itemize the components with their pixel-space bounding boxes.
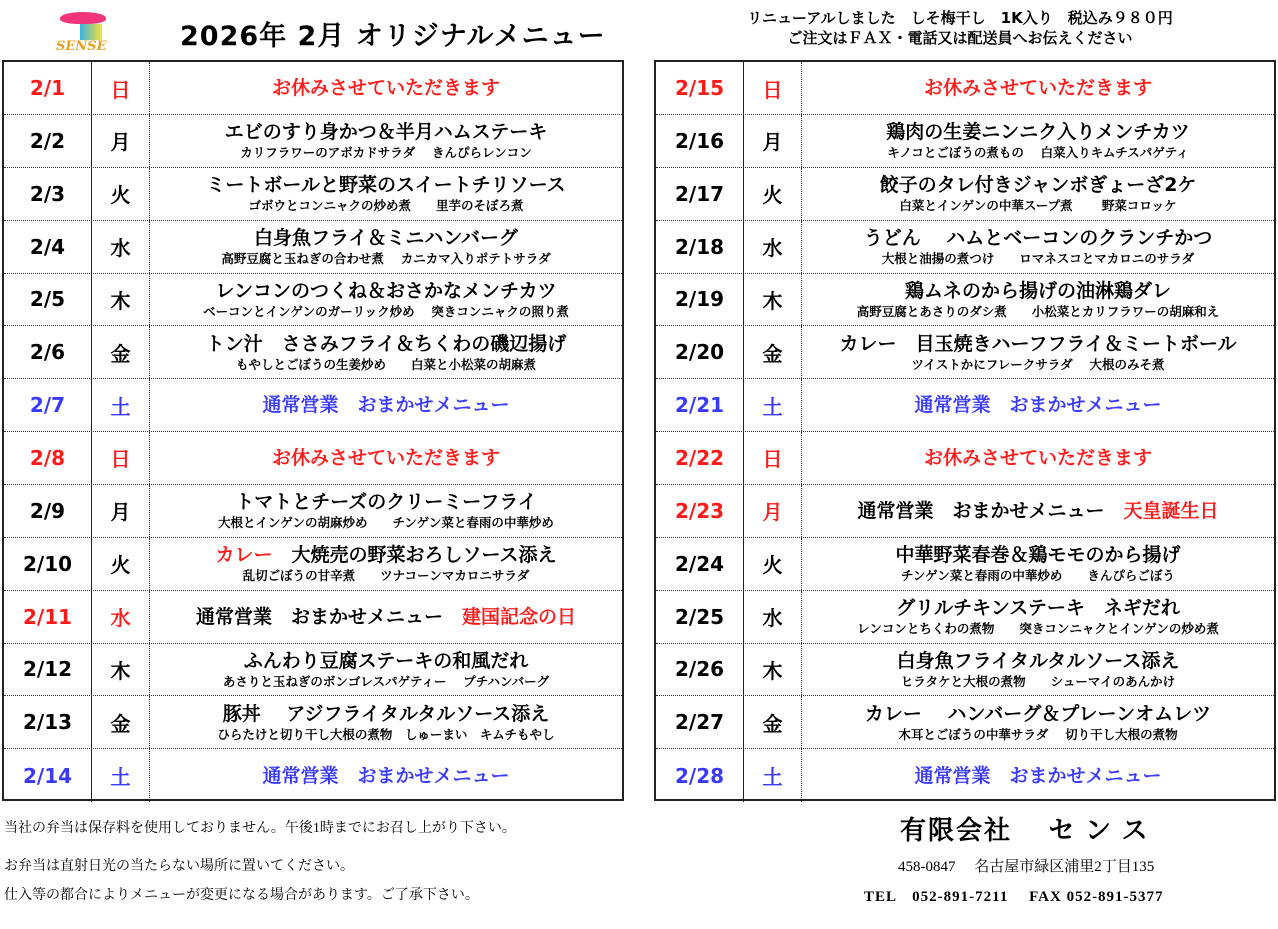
date-cell: 2/15 (656, 62, 744, 114)
menu-row (4, 538, 622, 591)
date-cell: 2/7 (4, 379, 92, 431)
weekday-cell: 木 (92, 273, 150, 325)
date-cell: 2/26 (656, 643, 744, 695)
main-dish (223, 702, 550, 726)
notice-line-1: リニューアルしました しそ梅干し 1K入り 税込み９８０円 (747, 9, 1173, 27)
date-cell: 2/4 (4, 221, 92, 273)
date-cell: 2/16 (656, 115, 744, 167)
main-dish-segment: 白身魚フライ＆ミニハンバーグ (253, 227, 519, 250)
date-cell: 2/23 (656, 485, 744, 537)
weekday-cell: 金 (744, 696, 802, 748)
main-dish-segment: レンコンのつくね＆おさかなメンチカツ (215, 279, 557, 302)
menu-cell (802, 326, 1274, 378)
menu-row (656, 273, 1274, 326)
date-cell: 2/27 (656, 696, 744, 748)
date-cell: 2/25 (656, 591, 744, 643)
main-dish (895, 543, 1180, 567)
menu-cell (150, 591, 622, 643)
main-dish-segment: 通常営業 おまかせメニュー (262, 764, 510, 787)
date-cell: 2/17 (656, 168, 744, 220)
menu-cell (802, 485, 1274, 537)
side-dishes: カリフラワーのアボカドサラダ きんぴらレンコン (240, 145, 532, 161)
menu-row (656, 591, 1274, 644)
main-dish (897, 649, 1180, 673)
main-dish-segment: 通常営業 おまかせメニュー (195, 605, 462, 628)
main-dish (262, 764, 509, 788)
main-dish-segment: グリルチキンステーキ ネギだれ (896, 597, 1180, 619)
weekday-cell: 火 (744, 538, 802, 590)
notice-line-2: ご注文はＦＡＸ・電話又は配送員へお伝えください (787, 29, 1133, 47)
main-dish-segment: 通常営業 おまかせメニュー (914, 394, 1162, 417)
menu-cell (802, 273, 1274, 325)
date-cell: 2/12 (4, 643, 92, 695)
main-dish-segment: 白身魚フライタルタルソース添え (896, 649, 1180, 672)
main-dish (254, 226, 518, 250)
weekday-cell: 水 (744, 591, 802, 643)
weekday-cell: 木 (92, 643, 150, 695)
weekday-cell: 火 (744, 168, 802, 220)
menu-row (656, 538, 1274, 591)
menu-cell (802, 696, 1274, 748)
weekday-cell: 月 (92, 115, 150, 167)
menu-row (656, 379, 1274, 432)
menu-row (4, 749, 622, 802)
menu-cell (802, 538, 1274, 590)
side-dishes: 大根と油揚の煮つけ ロマネスコとマカロニのサラダ (881, 251, 1195, 267)
menu-cell (150, 432, 622, 484)
main-dish (215, 543, 556, 567)
weekday-cell: 月 (92, 485, 150, 537)
main-dish (272, 76, 500, 100)
date-cell: 2/20 (656, 326, 744, 378)
menu-row (4, 62, 622, 115)
weekday-cell: 日 (744, 62, 802, 114)
menu-row (4, 379, 622, 432)
date-cell: 2/10 (4, 538, 92, 590)
main-dish (880, 173, 1197, 197)
main-dish (206, 332, 566, 356)
side-dishes: 高野豆腐とあさりのダシ煮 小松菜とカリフラワーの胡麻和え (856, 303, 1220, 319)
weekday-cell: 日 (92, 62, 150, 114)
side-dishes: あさりと玉ねぎのボンゴレスパゲティー プチハンバーグ (222, 673, 550, 689)
menu-cell (802, 591, 1274, 643)
menu-row (656, 696, 1274, 749)
main-dish-segment: 餃子のタレ付きジャンボぎょーざ2ケ (879, 174, 1197, 197)
menu-cell (150, 538, 622, 590)
side-dishes: ひらたけと切り干し大根の煮物 しゅーまい キムチもやし (217, 726, 555, 742)
menu-table-second-half (654, 60, 1276, 801)
menu-cell (150, 273, 622, 325)
menu-cell (802, 221, 1274, 273)
main-dish (896, 596, 1180, 620)
main-dish (206, 173, 565, 197)
menu-cell (150, 62, 622, 114)
menu-row (4, 432, 622, 485)
menu-row (4, 696, 622, 749)
main-dish-segment: 大焼売の野菜おろしソース添え (291, 544, 557, 567)
menu-cell (150, 221, 622, 273)
date-cell: 2/22 (656, 432, 744, 484)
main-dish-segment: お休みさせていただきます (923, 446, 1152, 469)
main-dish-segment: お休みさせていただきます (271, 77, 500, 99)
date-cell: 2/18 (656, 221, 744, 273)
menu-row (656, 168, 1274, 221)
side-dishes: 大根とインゲンの胡麻炒め チンゲン菜と春雨の中華炒め (218, 515, 554, 531)
weekday-cell: 火 (92, 168, 150, 220)
weekday-cell: 日 (744, 432, 802, 484)
weekday-cell: 月 (744, 115, 802, 167)
footer-note-1: 当社の弁当は保存料を使用しておりません。午後1時までにお召し上がり下さい。 (4, 821, 516, 836)
menu-cell (150, 326, 622, 378)
main-dish-segment: お休みさせていただきます (923, 77, 1152, 99)
date-cell: 2/13 (4, 696, 92, 748)
weekday-cell: 土 (92, 749, 150, 802)
menu-cell (150, 485, 622, 537)
main-dish-segment: 鶏ムネのから揚げの油淋鶏ダレ (904, 279, 1171, 302)
weekday-cell: 土 (744, 379, 802, 431)
weekday-cell: 火 (92, 538, 150, 590)
side-dishes: チンゲン菜と春雨の中華炒め きんぴらごぼう (901, 568, 1175, 584)
side-dishes: ベーコンとインゲンのガーリック炒め 突きコンニャクの照り煮 (203, 303, 569, 319)
menu-cell (150, 749, 622, 802)
main-dish (886, 120, 1190, 144)
main-dish (924, 76, 1152, 100)
side-dishes: キノコとごぼうの煮もの 白菜入りキムチスパゲティ (887, 145, 1189, 161)
weekday-cell: 月 (744, 485, 802, 537)
weekday-cell: 土 (92, 379, 150, 431)
company-phone-fax: TEL 052-891-7211 FAX 052-891-5377 (864, 889, 1164, 905)
date-cell: 2/19 (656, 273, 744, 325)
weekday-cell: 金 (92, 326, 150, 378)
date-cell: 2/1 (4, 62, 92, 114)
date-cell: 2/21 (656, 379, 744, 431)
main-dish-segment: ふんわり豆腐ステーキの和風だれ (243, 649, 529, 672)
main-dish-segment: 豚丼 アジフライタルタルソース添え (222, 702, 550, 725)
menu-row (4, 168, 622, 221)
menu-cell (150, 379, 622, 431)
main-dish (864, 226, 1213, 250)
main-dish-segment: 通常営業 おまかせメニュー (857, 499, 1124, 522)
menu-row (4, 643, 622, 696)
company-name: 有限会社 セ ン ス (900, 816, 1150, 845)
page-title: 2026年 2月 オリジナルメニュー (180, 21, 606, 52)
main-dish-segment: ミートボールと野菜のスイートチリソース (206, 174, 566, 197)
date-cell: 2/24 (656, 538, 744, 590)
date-cell: 2/5 (4, 273, 92, 325)
main-dish-segment: うどん ハムとベーコンのクランチかつ (863, 227, 1213, 250)
menu-cell (150, 696, 622, 748)
weekday-cell: 日 (92, 432, 150, 484)
menu-cell (150, 643, 622, 695)
menu-row (656, 62, 1274, 115)
weekday-cell: 木 (744, 273, 802, 325)
side-dishes: もやしとごぼうの生姜炒め 白菜と小松菜の胡麻煮 (235, 356, 536, 372)
side-dishes: 木耳とごぼうの中華サラダ 切り干し大根の煮物 (898, 726, 1178, 742)
main-dish (839, 332, 1236, 356)
weekday-cell: 木 (744, 643, 802, 695)
date-cell: 2/6 (4, 326, 92, 378)
main-dish (215, 279, 556, 303)
main-dish (196, 605, 576, 629)
main-dish (857, 499, 1218, 523)
side-dishes: レンコンとちくわの煮物 突きコンニャクとインゲンの炒め煮 (857, 621, 1219, 636)
side-dishes: ツイストかにフレークサラダ 大根のみそ煮 (911, 356, 1165, 372)
side-dishes: 高野豆腐と玉ねぎの合わせ煮 カニカマ入りポテトサラダ (221, 251, 551, 267)
main-dish-segment: お休みさせていただきます (271, 446, 500, 469)
menu-row (656, 221, 1274, 274)
main-dish-segment: カレー 目玉焼きハーフフライ＆ミートボール (839, 332, 1237, 355)
main-dish (914, 764, 1161, 788)
main-dish (262, 393, 509, 417)
side-dishes: 乱切ごぼうの甘辛煮 ツナコーンマカロニサラダ (242, 568, 530, 584)
menu-row (4, 221, 622, 274)
weekday-cell: 土 (744, 749, 802, 802)
main-dish-segment: 中華野菜春巻＆鶏モモのから揚げ (895, 544, 1181, 567)
menu-row (4, 273, 622, 326)
date-cell: 2/28 (656, 749, 744, 802)
notice (660, 8, 1260, 48)
menu-row (4, 591, 622, 644)
weekday-cell: 金 (744, 326, 802, 378)
main-dish-segment: 天皇誕生日 (1123, 499, 1219, 522)
menu-row (656, 115, 1274, 168)
menu-row (656, 326, 1274, 379)
date-cell: 2/14 (4, 749, 92, 802)
main-dish-segment: トン汁 ささみフライ＆ちくわの磯辺揚げ (205, 332, 567, 355)
main-dish-segment: カレー ハンバーグ＆プレーンオムレツ (864, 702, 1212, 725)
main-dish-segment: 建国記念の日 (462, 605, 577, 628)
menu-row (656, 749, 1274, 802)
sense-logo (52, 8, 122, 54)
menu-row (4, 326, 622, 379)
side-dishes: 白菜とインゲンの中華スープ煮 野菜コロッケ (899, 198, 1177, 214)
logo-text: SENSE (56, 39, 107, 54)
menu-cell (802, 432, 1274, 484)
menu-row (656, 432, 1274, 485)
main-dish (865, 702, 1211, 726)
main-dish (244, 649, 529, 673)
menu-cell (802, 115, 1274, 167)
menu-cell (802, 379, 1274, 431)
menu-row (4, 485, 622, 538)
side-dishes: ゴボウとコンニャクの炒め煮 里芋のそぼろ煮 (248, 198, 524, 214)
menu-cell (802, 749, 1274, 802)
main-dish (924, 446, 1152, 470)
main-dish (225, 120, 548, 144)
main-dish-segment: トマトとチーズのクリーミーフライ (235, 491, 537, 514)
weekday-cell: 水 (744, 221, 802, 273)
menu-row (4, 115, 622, 168)
menu-cell (802, 643, 1274, 695)
main-dish-segment: 通常営業 おまかせメニュー (914, 764, 1162, 787)
date-cell: 2/2 (4, 115, 92, 167)
menu-cell (802, 168, 1274, 220)
menu-cell (150, 115, 622, 167)
main-dish-segment: カレー (215, 544, 292, 567)
weekday-cell: 水 (92, 591, 150, 643)
menu-cell (802, 62, 1274, 114)
menu-row (656, 485, 1274, 538)
date-cell: 2/3 (4, 168, 92, 220)
company-address: 458-0847 名古屋市緑区浦里2丁目135 (898, 859, 1155, 875)
main-dish (272, 446, 500, 470)
weekday-cell: 水 (92, 221, 150, 273)
weekday-cell: 金 (92, 696, 150, 748)
main-dish (914, 393, 1161, 417)
menu-table-first-half (2, 60, 624, 801)
main-dish (235, 490, 537, 514)
menu-cell (150, 168, 622, 220)
footer-note-2: お弁当は直射日光の当たらない場所に置いてください。 (4, 859, 354, 874)
date-cell: 2/9 (4, 485, 92, 537)
menu-row (656, 643, 1274, 696)
main-dish-segment: 鶏肉の生姜ニンニク入りメンチカツ (886, 121, 1190, 144)
side-dishes: ヒラタケと大根の煮物 シューマイのあんかけ (900, 673, 1176, 689)
date-cell: 2/11 (4, 591, 92, 643)
main-dish (905, 279, 1171, 303)
main-dish-segment: エビのすり身かつ＆半月ハムステーキ (224, 121, 548, 144)
main-dish-segment: 通常営業 おまかせメニュー (262, 394, 510, 417)
footer-note-3: 仕入等の都合によりメニューが変更になる場合があります。ご了承下さい。 (4, 888, 479, 903)
hat-icon (60, 12, 106, 24)
date-cell: 2/8 (4, 432, 92, 484)
